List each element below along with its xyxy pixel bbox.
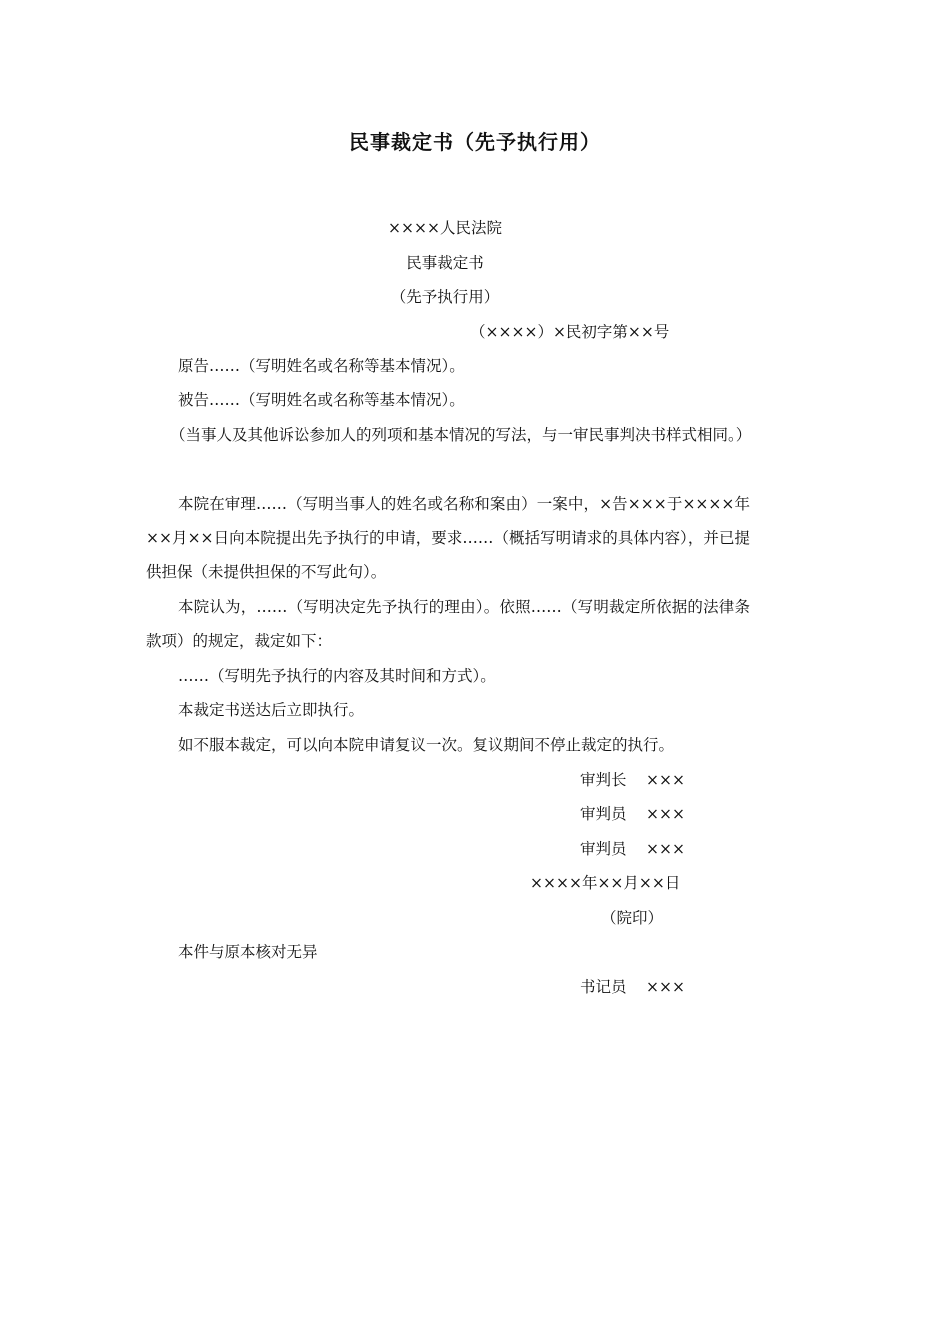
effect-paragraph: 本裁定书送达后立即执行。 — [178, 701, 365, 719]
ruling-paragraph: ……（写明先予执行的内容及其时间和方式）。 — [178, 667, 496, 685]
judge-2-name: ××× — [646, 840, 685, 858]
chief-judge-name: ××× — [646, 771, 685, 789]
plaintiff-paragraph: 原告……（写明姓名或名称等基本情况）。 — [178, 357, 465, 375]
signature-clerk — [580, 977, 685, 997]
clerk-name: ××× — [646, 978, 685, 996]
court-name: ××××人民法院 — [388, 219, 502, 237]
signature-chief-judge — [580, 770, 685, 790]
defendant-paragraph: 被告……（写明姓名或名称等基本情况）。 — [178, 391, 465, 409]
case-number: （××××）×民初字第××号 — [470, 323, 670, 341]
verification-note: 本件与原本核对无异 — [178, 943, 318, 961]
ruling-date: ××××年××月××日 — [530, 874, 681, 892]
clerk-label: 书记员 — [580, 978, 627, 996]
doc-type: 民事裁定书 — [406, 254, 484, 272]
parties-note-paragraph: （当事人及其他诉讼参加人的列项和基本情况的写法，与一审民事判决书样式相同。） — [170, 426, 752, 444]
signature-judge-1 — [580, 804, 685, 824]
signature-judge-2 — [580, 839, 685, 859]
court-seal: （院印） — [601, 909, 664, 927]
facts-paragraph: 本院在审理……（写明当事人的姓名或名称和案由）一案中，×告×××于××××年××月××日向本院提出先予执行的申请，要求……（概括写明请求的具体内容），并已提供担保（未提供担保的不写此句）。 — [146, 495, 750, 581]
judge-2-label: 审判员 — [580, 840, 627, 858]
document-title: 民事裁定书（先予执行用） — [349, 130, 601, 154]
judge-1-label: 审判员 — [580, 805, 627, 823]
chief-judge-label: 审判长 — [580, 771, 627, 789]
reasoning-paragraph: 本院认为，……（写明决定先予执行的理由）。依照……（写明裁定所依据的法律条款项）的规定，裁定如下： — [146, 598, 750, 650]
appeal-paragraph: 如不服本裁定，可以向本院申请复议一次。复议期间不停止裁定的执行。 — [178, 736, 675, 754]
judge-1-name: ××× — [646, 805, 685, 823]
doc-subtype: （先予执行用） — [390, 288, 500, 306]
